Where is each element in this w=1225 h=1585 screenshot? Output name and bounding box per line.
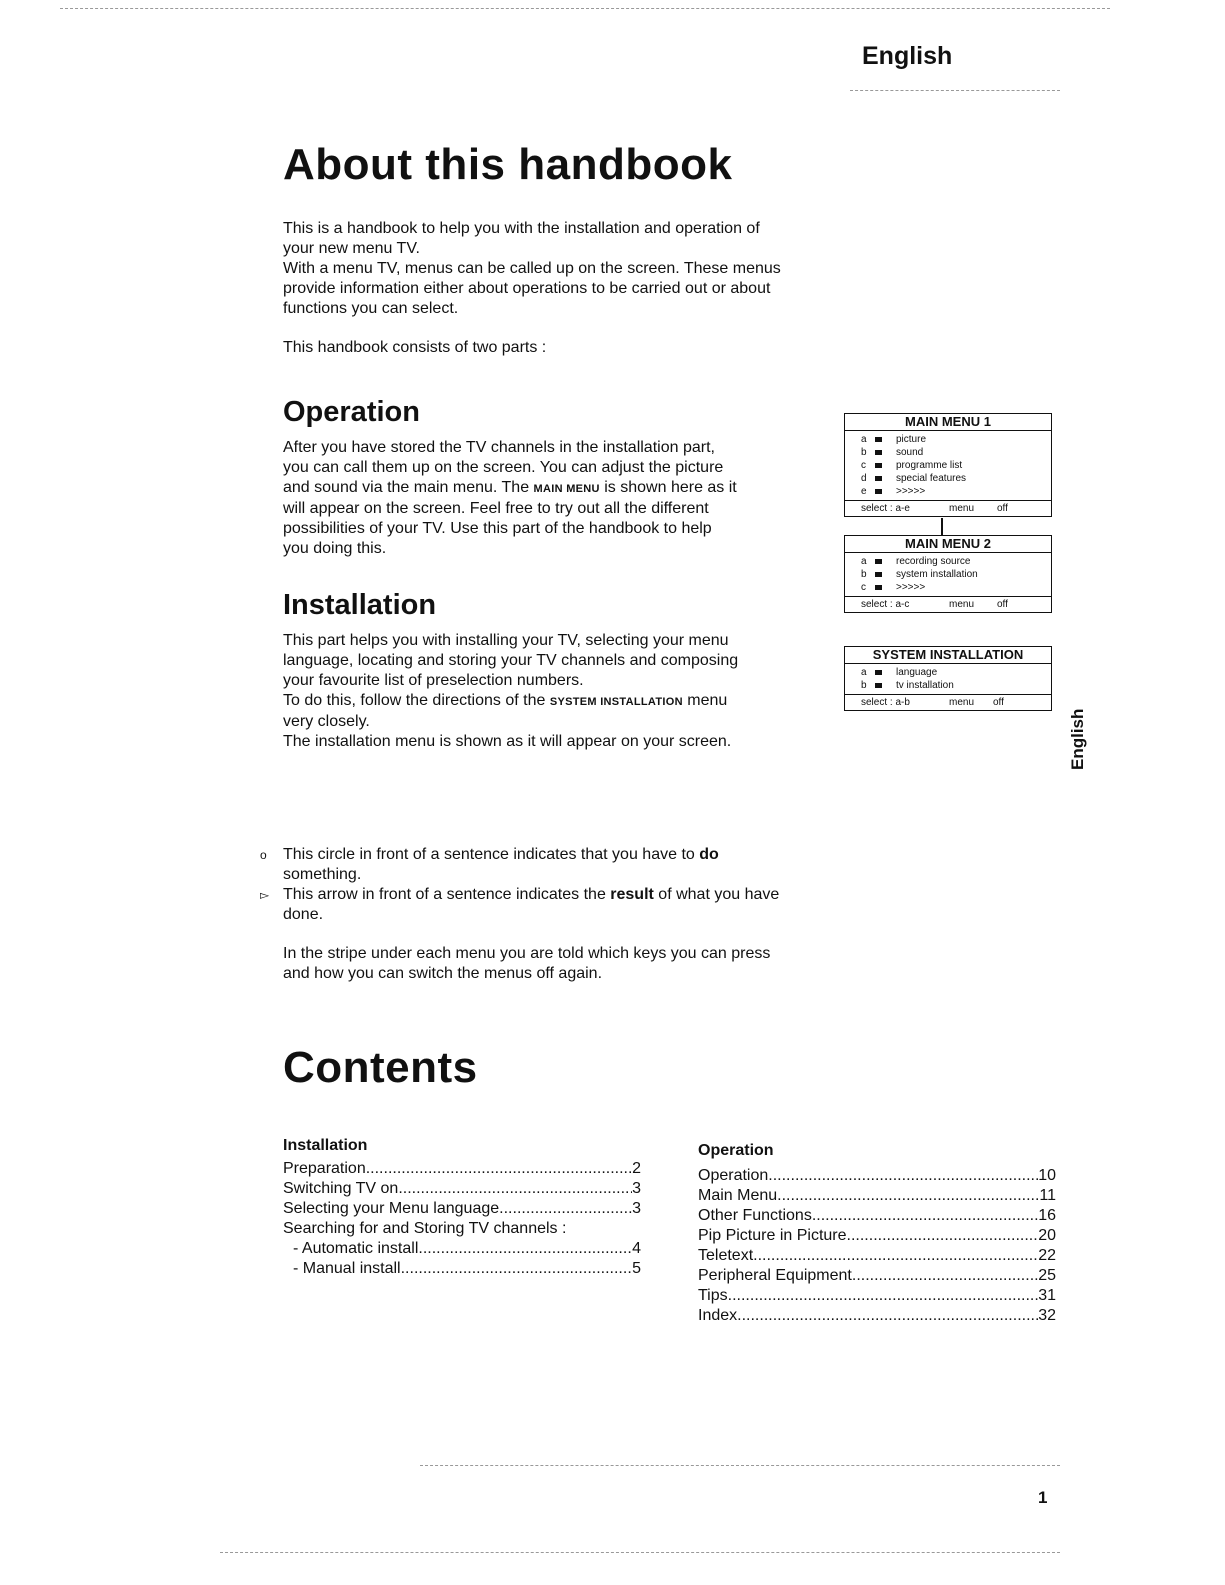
text-line: language, locating and storing your TV channels and composing	[283, 652, 739, 669]
main-menu-smallcaps: MAIN MENU	[533, 483, 600, 495]
toc-label: Teletext	[698, 1247, 754, 1264]
installation-heading: Installation	[283, 589, 437, 621]
main-menu-1-diagram	[844, 413, 1052, 517]
text-line: will appear on the screen. Feel free to try out all the different	[283, 500, 709, 517]
main-menu-2-diagram	[844, 535, 1052, 613]
text-line: After you have stored the TV channels in the installation part,	[283, 439, 715, 456]
text-span: of what you have	[653, 886, 780, 903]
text-span: menu	[682, 692, 728, 709]
toc-label: Tips	[698, 1287, 728, 1304]
toc-entry[interactable]	[698, 1186, 1056, 1206]
text-line: you can call them up on the screen. You can adjust the picture	[283, 459, 724, 476]
scan-border-top	[60, 8, 1110, 9]
toc-entry[interactable]	[698, 1286, 1056, 1306]
menu-title: MAIN MENU 1	[845, 414, 1051, 431]
menu-item-label: picture	[896, 434, 927, 445]
symbol-legend	[260, 845, 860, 984]
menu-item-label: system installation	[896, 569, 978, 580]
toc-label: Pip Picture in Picture	[698, 1227, 847, 1244]
text-line: possibilities of your TV. Use this part of the handbook to help	[283, 520, 712, 537]
menu-item-label: >>>>>	[896, 486, 926, 497]
toc-label: - Manual install	[293, 1260, 401, 1277]
menu-item-label: tv installation	[896, 680, 954, 691]
menu-title: SYSTEM INSTALLATION	[845, 647, 1051, 664]
text-span: and sound via the main menu. The	[283, 479, 534, 496]
toc-label: Searching for and Storing TV channels :	[283, 1220, 567, 1237]
header-divider	[850, 90, 1060, 91]
toc-operation	[698, 1141, 1056, 1326]
menu-item-key: e	[861, 486, 867, 497]
text-line: and how you can switch the menus off again.	[283, 965, 603, 982]
text-span: is shown here as it	[599, 479, 737, 496]
menu-footer	[845, 596, 1051, 612]
installation-text	[283, 631, 823, 752]
intro-line: This is a handbook to help you with the installation and operation of	[283, 220, 760, 237]
toc-entry[interactable]	[698, 1226, 1056, 1246]
toc-entry[interactable]	[698, 1246, 1056, 1266]
menu-item	[861, 485, 1051, 498]
square-bullet-icon	[875, 559, 882, 564]
toc-page: 10	[1038, 1167, 1056, 1184]
menu-item-key: c	[861, 582, 866, 593]
toc-page: 22	[1038, 1247, 1056, 1264]
intro-line: functions you can select.	[283, 300, 459, 317]
text-line: This part helps you with installing your TV, selecting your menu	[283, 632, 729, 649]
toc-page: 3	[632, 1200, 641, 1217]
square-bullet-icon	[875, 463, 882, 468]
square-bullet-icon	[875, 450, 882, 455]
circle-icon: o	[260, 848, 267, 862]
menu-item	[861, 459, 1051, 472]
menu-item-key: a	[861, 556, 867, 567]
toc-entry[interactable]	[283, 1239, 641, 1259]
footer-select: select : a-c	[861, 599, 910, 610]
arrow-icon: ▻	[260, 888, 270, 902]
menu-item-key: b	[861, 569, 867, 580]
parts-line: This handbook consists of two parts :	[283, 339, 547, 356]
toc-entry[interactable]	[698, 1166, 1056, 1186]
page-title: About this handbook	[283, 140, 733, 189]
bold-word: do	[699, 846, 719, 863]
square-bullet-icon	[875, 437, 882, 442]
toc-entry[interactable]	[283, 1199, 641, 1219]
system-installation-diagram	[844, 646, 1052, 711]
menu-item	[861, 446, 1051, 459]
menu-title: MAIN MENU 2	[845, 536, 1051, 553]
text-line: your favourite list of preselection numbers.	[283, 672, 584, 689]
menu-footer	[845, 500, 1051, 516]
menu-item	[861, 581, 1051, 594]
toc-page: 11	[1039, 1187, 1056, 1204]
text-line: done.	[283, 906, 324, 923]
toc-page: 31	[1038, 1287, 1056, 1304]
square-bullet-icon	[875, 670, 882, 675]
footer-off: off	[997, 599, 1008, 610]
intro-line: With a menu TV, menus can be called up on the screen. These menus	[283, 260, 781, 277]
contents-title: Contents	[283, 1043, 478, 1092]
operation-text	[283, 438, 823, 559]
footer-menu: menu	[949, 503, 975, 514]
footer-menu: menu	[949, 599, 975, 610]
toc-entry	[283, 1219, 641, 1239]
square-bullet-icon	[875, 489, 882, 494]
square-bullet-icon	[875, 683, 882, 688]
toc-installation	[283, 1136, 641, 1279]
text-line: In the stripe under each menu you are told which keys you can press	[283, 945, 771, 962]
toc-label: Main Menu	[698, 1187, 778, 1204]
intro-line: provide information either about operations to be carried out or about	[283, 280, 771, 297]
toc-page: 3	[632, 1180, 641, 1197]
footer-off: off	[993, 697, 1004, 708]
toc-entry[interactable]	[698, 1206, 1056, 1226]
language-header: English	[862, 42, 953, 70]
toc-entry[interactable]	[283, 1159, 641, 1179]
menu-item-key: b	[861, 447, 867, 458]
intro-line: your new menu TV.	[283, 240, 420, 257]
toc-label: Operation	[698, 1167, 769, 1184]
menu-item-key: a	[861, 434, 867, 445]
menu-item-key: b	[861, 680, 867, 691]
toc-label: Peripheral Equipment	[698, 1267, 852, 1284]
menu-item-key: c	[861, 460, 866, 471]
system-installation-smallcaps: SYSTEM INSTALLATION	[549, 696, 683, 708]
footer-off: off	[997, 503, 1008, 514]
text-span: To do this, follow the directions of the	[283, 692, 550, 709]
toc-entry[interactable]	[698, 1266, 1056, 1286]
page-number: 1	[1038, 1488, 1048, 1507]
text-line: you doing this.	[283, 540, 387, 557]
menu-item-key: a	[861, 667, 867, 678]
menu-item	[861, 433, 1051, 446]
menu-item	[861, 472, 1051, 485]
square-bullet-icon	[875, 585, 882, 590]
toc-heading: Operation	[698, 1142, 774, 1159]
toc-label: Index	[698, 1307, 738, 1324]
toc-label: Preparation	[283, 1160, 366, 1177]
menu-item	[861, 568, 1051, 581]
menu-item	[861, 555, 1051, 568]
footer-select: select : a-b	[861, 697, 910, 708]
text-span: This arrow in front of a sentence indicates the	[283, 886, 611, 903]
menu-item	[861, 679, 1051, 692]
menu-item	[861, 666, 1051, 679]
toc-page: 16	[1038, 1207, 1056, 1224]
toc-label: Other Functions	[698, 1207, 812, 1224]
menu-item-key: d	[861, 473, 867, 484]
toc-page: 25	[1038, 1267, 1056, 1284]
footer-menu: menu	[949, 697, 975, 708]
toc-label: Selecting your Menu language	[283, 1200, 500, 1217]
intro-text	[283, 219, 853, 358]
scan-border-bottom	[220, 1552, 1060, 1553]
toc-entry[interactable]	[283, 1179, 641, 1199]
footer-rule	[420, 1465, 1060, 1466]
footer-select: select : a-e	[861, 503, 910, 514]
toc-entry[interactable]	[283, 1259, 641, 1279]
toc-heading: Installation	[283, 1137, 368, 1154]
toc-page: 2	[632, 1160, 641, 1177]
square-bullet-icon	[875, 572, 882, 577]
menu-item-label: language	[896, 667, 938, 678]
text-line: something.	[283, 866, 362, 883]
menu-item-label: >>>>>	[896, 582, 926, 593]
menu-footer	[845, 694, 1051, 710]
toc-entry[interactable]	[698, 1306, 1056, 1326]
text-line: very closely.	[283, 713, 370, 730]
square-bullet-icon	[875, 476, 882, 481]
menu-item-label: recording source	[896, 556, 971, 567]
menu-item-label: special features	[896, 473, 967, 484]
bold-word: result	[610, 886, 654, 903]
menu-item-label: sound	[896, 447, 924, 458]
toc-page: 32	[1038, 1307, 1056, 1324]
text-span: This circle in front of a sentence indicates that you have to	[283, 846, 700, 863]
toc-label: - Automatic install	[293, 1240, 419, 1257]
toc-label: Switching TV on	[283, 1180, 399, 1197]
menu-connector	[941, 518, 943, 535]
operation-heading: Operation	[283, 396, 420, 428]
menu-item-label: programme list	[896, 460, 963, 471]
side-language-tab: English	[1068, 708, 1087, 770]
text-line: The installation menu is shown as it will appear on your screen.	[283, 733, 732, 750]
toc-page: 4	[632, 1240, 641, 1257]
toc-page: 5	[632, 1260, 641, 1277]
toc-page: 20	[1038, 1227, 1056, 1244]
